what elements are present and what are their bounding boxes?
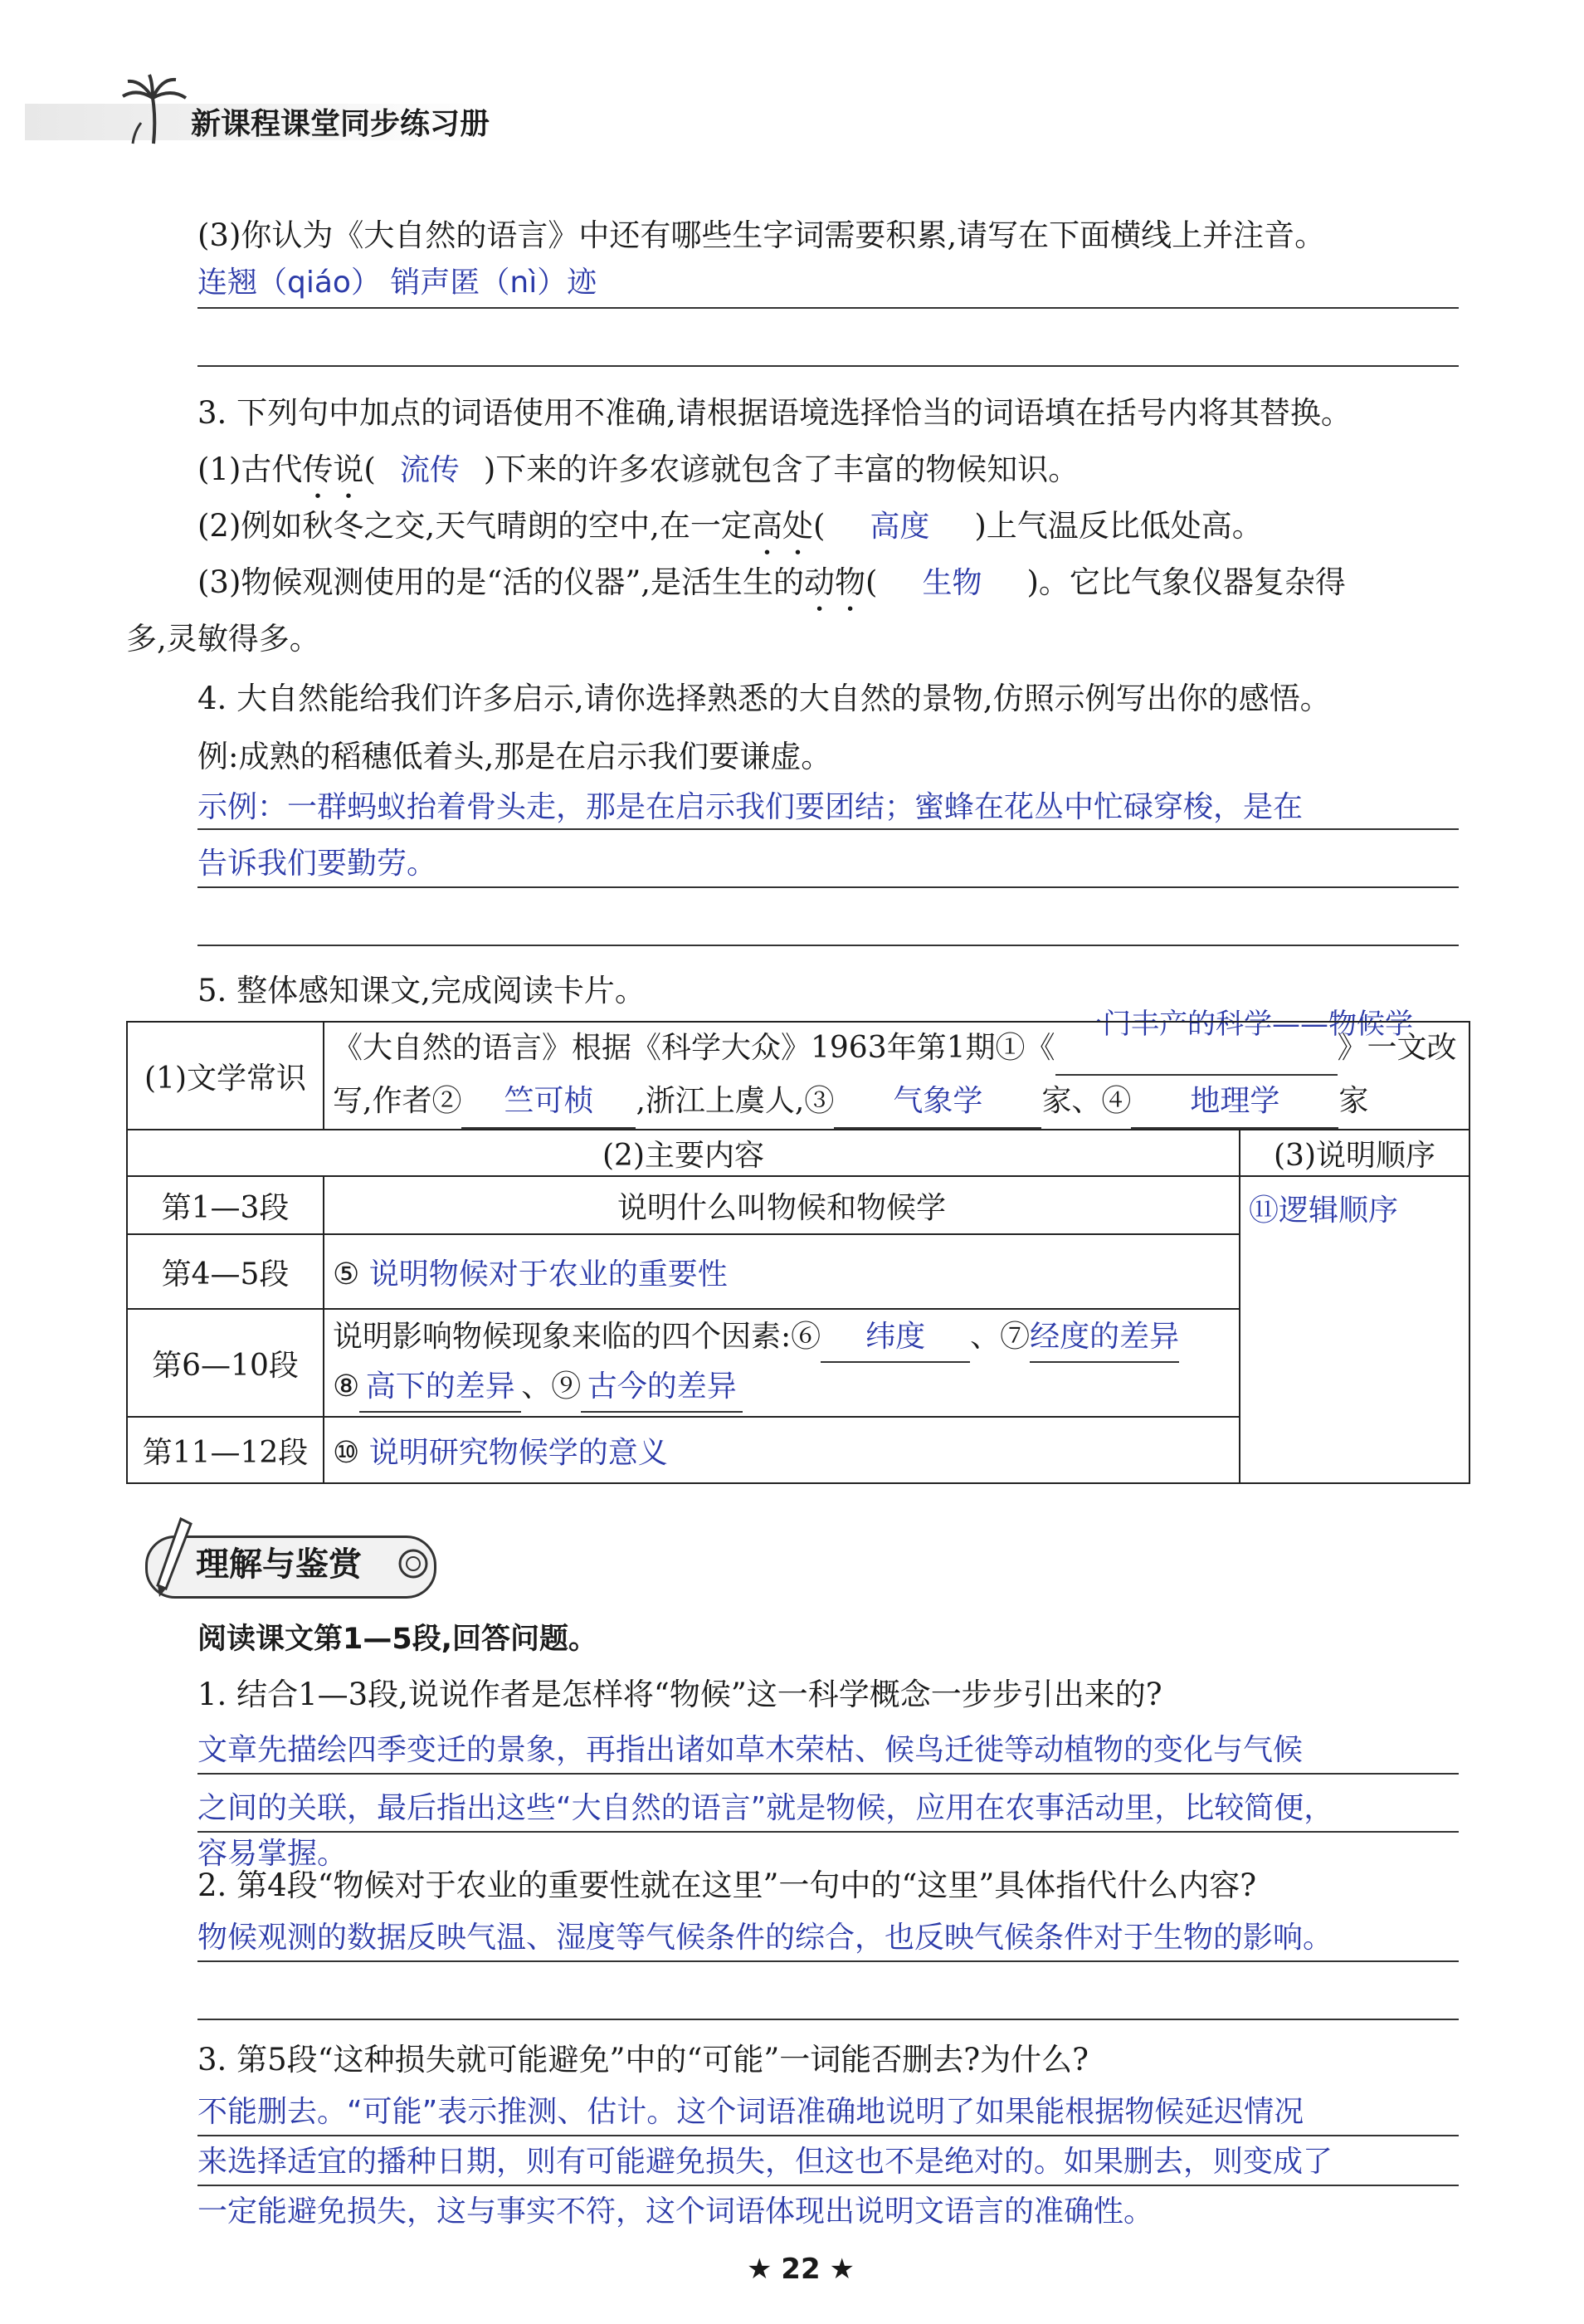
answer-line <box>197 2135 1459 2136</box>
answer-line <box>197 1831 1459 1833</box>
r2-prompt: 2. 第4段“物候对于农业的重要性就在这里”一句中的“这里”具体指代什么内容? <box>197 1868 1257 1903</box>
answer-line <box>197 886 1459 888</box>
star-icon: ★ <box>747 2253 773 2286</box>
card-para-label: 第6—10段 <box>127 1309 324 1417</box>
answer-line <box>197 1773 1459 1775</box>
q3-answer-1: 流传 <box>399 453 460 487</box>
q3-answer-2: 高度 <box>870 510 930 544</box>
q2-3-prompt: (3)你认为《大自然的语言》中还有哪些生字词需要积累,请写在下面横线上并注音。 <box>197 217 1326 253</box>
reading-intro: 阅读课文第1—5段,回答问题。 <box>197 1623 598 1656</box>
card-label-literature: (1)文学常识 <box>127 1022 324 1130</box>
q3-prompt: 3. 下列句中加点的词语使用不准确,请根据语境选择恰当的词语填在括号内将其替换。 <box>197 395 1352 431</box>
section-title: 理解与鉴赏 <box>196 1545 362 1584</box>
card-header-main: (2)主要内容 <box>127 1130 1240 1176</box>
q3-sentence-3-cont: 多,灵敏得多。 <box>126 621 320 657</box>
q3-sentence-2: (2)例如秋冬之交,天气晴朗的空中,在一定高处( 高度 )上气温反比低处高。 <box>197 505 1263 562</box>
answer-line <box>197 2019 1459 2020</box>
q5-answer-10: 说明研究物候学的意义 <box>368 1435 668 1470</box>
answer-line <box>197 365 1459 367</box>
answer-line <box>197 2185 1459 2186</box>
answer-line <box>197 1960 1459 1962</box>
r1-answer-line-2: 之间的关联，最后指出这些“大自然的语言”就是物候，应用在农事活动里，比较简便， <box>197 1791 1334 1825</box>
circle-ornament-icon <box>397 1545 430 1582</box>
r1-answer-line-1: 文章先描绘四季变迁的景象，再指出诸如草木荣枯、候鸟迁徙等动植物的变化与气候 <box>197 1733 1304 1767</box>
q3-sentence-3: (3)物候观测使用的是“活的仪器”,是活生生的动物( 生物 )。它比气象仪器复杂得 <box>197 561 1346 618</box>
r1-prompt: 1. 结合1—3段,说说作者是怎样将“物候”这一科学概念一步步引出来的? <box>197 1677 1162 1712</box>
card-para-content: 说明什么叫物候和物候学 <box>324 1176 1240 1234</box>
card-literature-content: 《大自然的语言》根据《科学大众》1963年第1期①《 》一文改 写,作者② 竺可桢 ,浙江上虞人,③ 气象学 家、④ 地理学 家 <box>324 1022 1469 1130</box>
card-para-label: 第11—12段 <box>127 1417 324 1483</box>
q2-3-answer: 连翘（qiáo） 销声匿（nì）迹 <box>197 266 597 300</box>
answer-line <box>197 307 1459 309</box>
card-header-order: (3)说明顺序 <box>1240 1130 1469 1176</box>
q5-answer-5: 说明物候对于农业的重要性 <box>368 1257 728 1291</box>
pencil-icon <box>148 1516 197 1599</box>
q4-answer-line-1: 示例：一群蚂蚁抬着骨头走，那是在启示我们要团结；蜜蜂在花丛中忙碌穿梭，是在 <box>197 790 1304 824</box>
card-para-label: 第4—5段 <box>127 1234 324 1309</box>
reading-card <box>126 1021 1470 1484</box>
q5-answer-4: 地理学 <box>1131 1076 1338 1129</box>
r3-prompt: 3. 第5段“这种损失就可能避免”中的“可能”一词能否删去?为什么? <box>197 2042 1089 2077</box>
q4-answer-line-2: 告诉我们要勤劳。 <box>197 847 437 881</box>
q5-answer-7: 经度的差异 <box>1030 1313 1179 1363</box>
r3-answer-line-3: 一定能避免损失，这与事实不符，这个词语体现出说明文语言的准确性。 <box>197 2195 1154 2229</box>
card-para-content: 说明影响物候现象来临的四个因素:⑥ 纬度 、⑦经度的差异 ⑧ 高下的差异 、⑨ 古今的差异 <box>324 1309 1240 1417</box>
q5-answer-8: 高下的差异 <box>359 1363 521 1413</box>
answer-line <box>197 945 1459 946</box>
card-para-label: 第1—3段 <box>127 1176 324 1234</box>
header-title: 新课程课堂同步练习册 <box>191 107 490 141</box>
r1-answer-line-3: 容易掌握。 <box>197 1837 348 1871</box>
r3-answer-line-1: 不能删去。“可能”表示推测、估计。这个词语准确地说明了如果能根据物候延迟情况 <box>197 2095 1304 2129</box>
q5-answer-2: 竺可桢 <box>461 1076 636 1129</box>
card-para-content: ⑩ 说明研究物候学的意义 <box>324 1417 1240 1483</box>
q3-sentence-1: (1)古代传说( 流传 )下来的许多农谚就包含了丰富的物候知识。 <box>197 448 1079 505</box>
page-number: ★ 22 ★ <box>747 2253 855 2286</box>
q5-answer-6: 纬度 <box>821 1313 970 1363</box>
q4-example: 例:成熟的稻穗低着头,那是在启示我们要谦虚。 <box>197 739 832 774</box>
q5-answer-9: 古今的差异 <box>581 1363 743 1413</box>
card-order-cell <box>1240 1176 1469 1483</box>
card-para-content: ⑤ 说明物候对于农业的重要性 <box>324 1234 1240 1309</box>
r3-answer-line-2: 来选择适宜的播种日期，则有可能避免损失，但这也不是绝对的。如果删去，则变成了 <box>197 2145 1333 2179</box>
q3-answer-3: 生物 <box>922 566 982 600</box>
answer-line <box>197 828 1459 830</box>
q5-answer-3: 气象学 <box>834 1076 1041 1129</box>
star-icon: ★ <box>829 2253 855 2286</box>
q4-prompt: 4. 大自然能给我们许多启示,请你选择熟悉的大自然的景物,仿照示例写出你的感悟。 <box>197 681 1331 716</box>
q5-answer-1: 一门丰产的科学——物候学 <box>1075 1008 1413 1041</box>
palm-tree-icon <box>116 73 191 148</box>
r2-answer-line-1: 物候观测的数据反映气温、湿度等气候条件的综合，也反映气候条件对于生物的影响。 <box>197 1921 1333 1955</box>
q5-answer-11: ⑪逻辑顺序 <box>1249 1194 1399 1228</box>
q5-prompt: 5. 整体感知课文,完成阅读卡片。 <box>197 973 646 1008</box>
